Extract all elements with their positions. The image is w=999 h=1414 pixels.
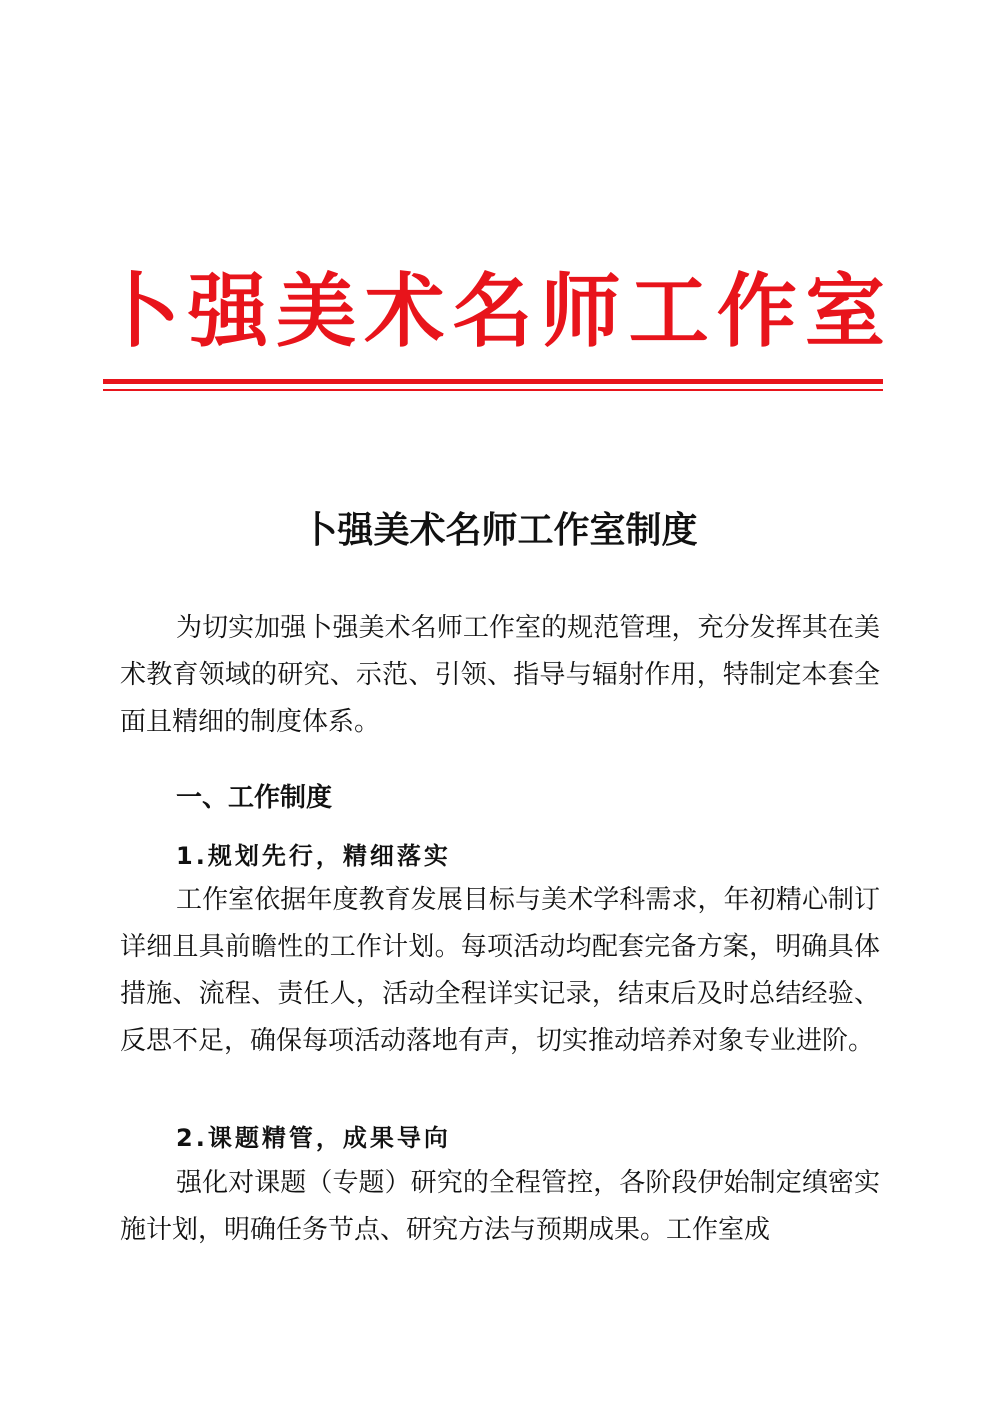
masthead-char: 强 bbox=[188, 265, 269, 358]
body-paragraph: 强化对课题（专题）研究的全程管控，各阶段伊始制定缜密实施计划，明确任务节点、研究方法与预期成果。工作室成 bbox=[120, 1168, 880, 1245]
masthead-divider-thin bbox=[103, 389, 883, 391]
masthead-char: 工 bbox=[628, 265, 709, 358]
masthead-char: 师 bbox=[540, 265, 621, 358]
subsection-heading: 1.规划先行，精细落实 bbox=[176, 842, 451, 870]
masthead-divider-thick bbox=[103, 379, 883, 384]
masthead-char: 室 bbox=[805, 265, 885, 358]
document-title: 卜强美术名师工作室制度 bbox=[301, 510, 698, 551]
body-paragraph: 工作室依据年度教育发展目标与美术学科需求，年初精心制订详细且具前瞻性的工作计划。每项活动均配套完备方案，明确具体措施、流程、责任人，活动全程详实记录，结束后及时总结经验、反思不足，确保每项活动落地有声，切实推动培养对象专业进阶。 bbox=[120, 885, 880, 1056]
intro-paragraph: 为切实加强卜强美术名师工作室的规范管理，充分发挥其在美术教育领域的研究、示范、引领、指导与辐射作用，特制定本套全面且精细的制度体系。 bbox=[120, 613, 880, 737]
masthead-title bbox=[100, 262, 885, 362]
section-heading: 一、工作制度 bbox=[176, 783, 333, 813]
masthead-char: 术 bbox=[364, 265, 445, 358]
masthead-char: 卜 bbox=[100, 265, 180, 358]
masthead-char: 美 bbox=[276, 265, 357, 358]
masthead-char: 名 bbox=[452, 265, 533, 358]
masthead-char: 作 bbox=[716, 265, 797, 358]
subsection-heading: 2.课题精管，成果导向 bbox=[176, 1124, 451, 1152]
